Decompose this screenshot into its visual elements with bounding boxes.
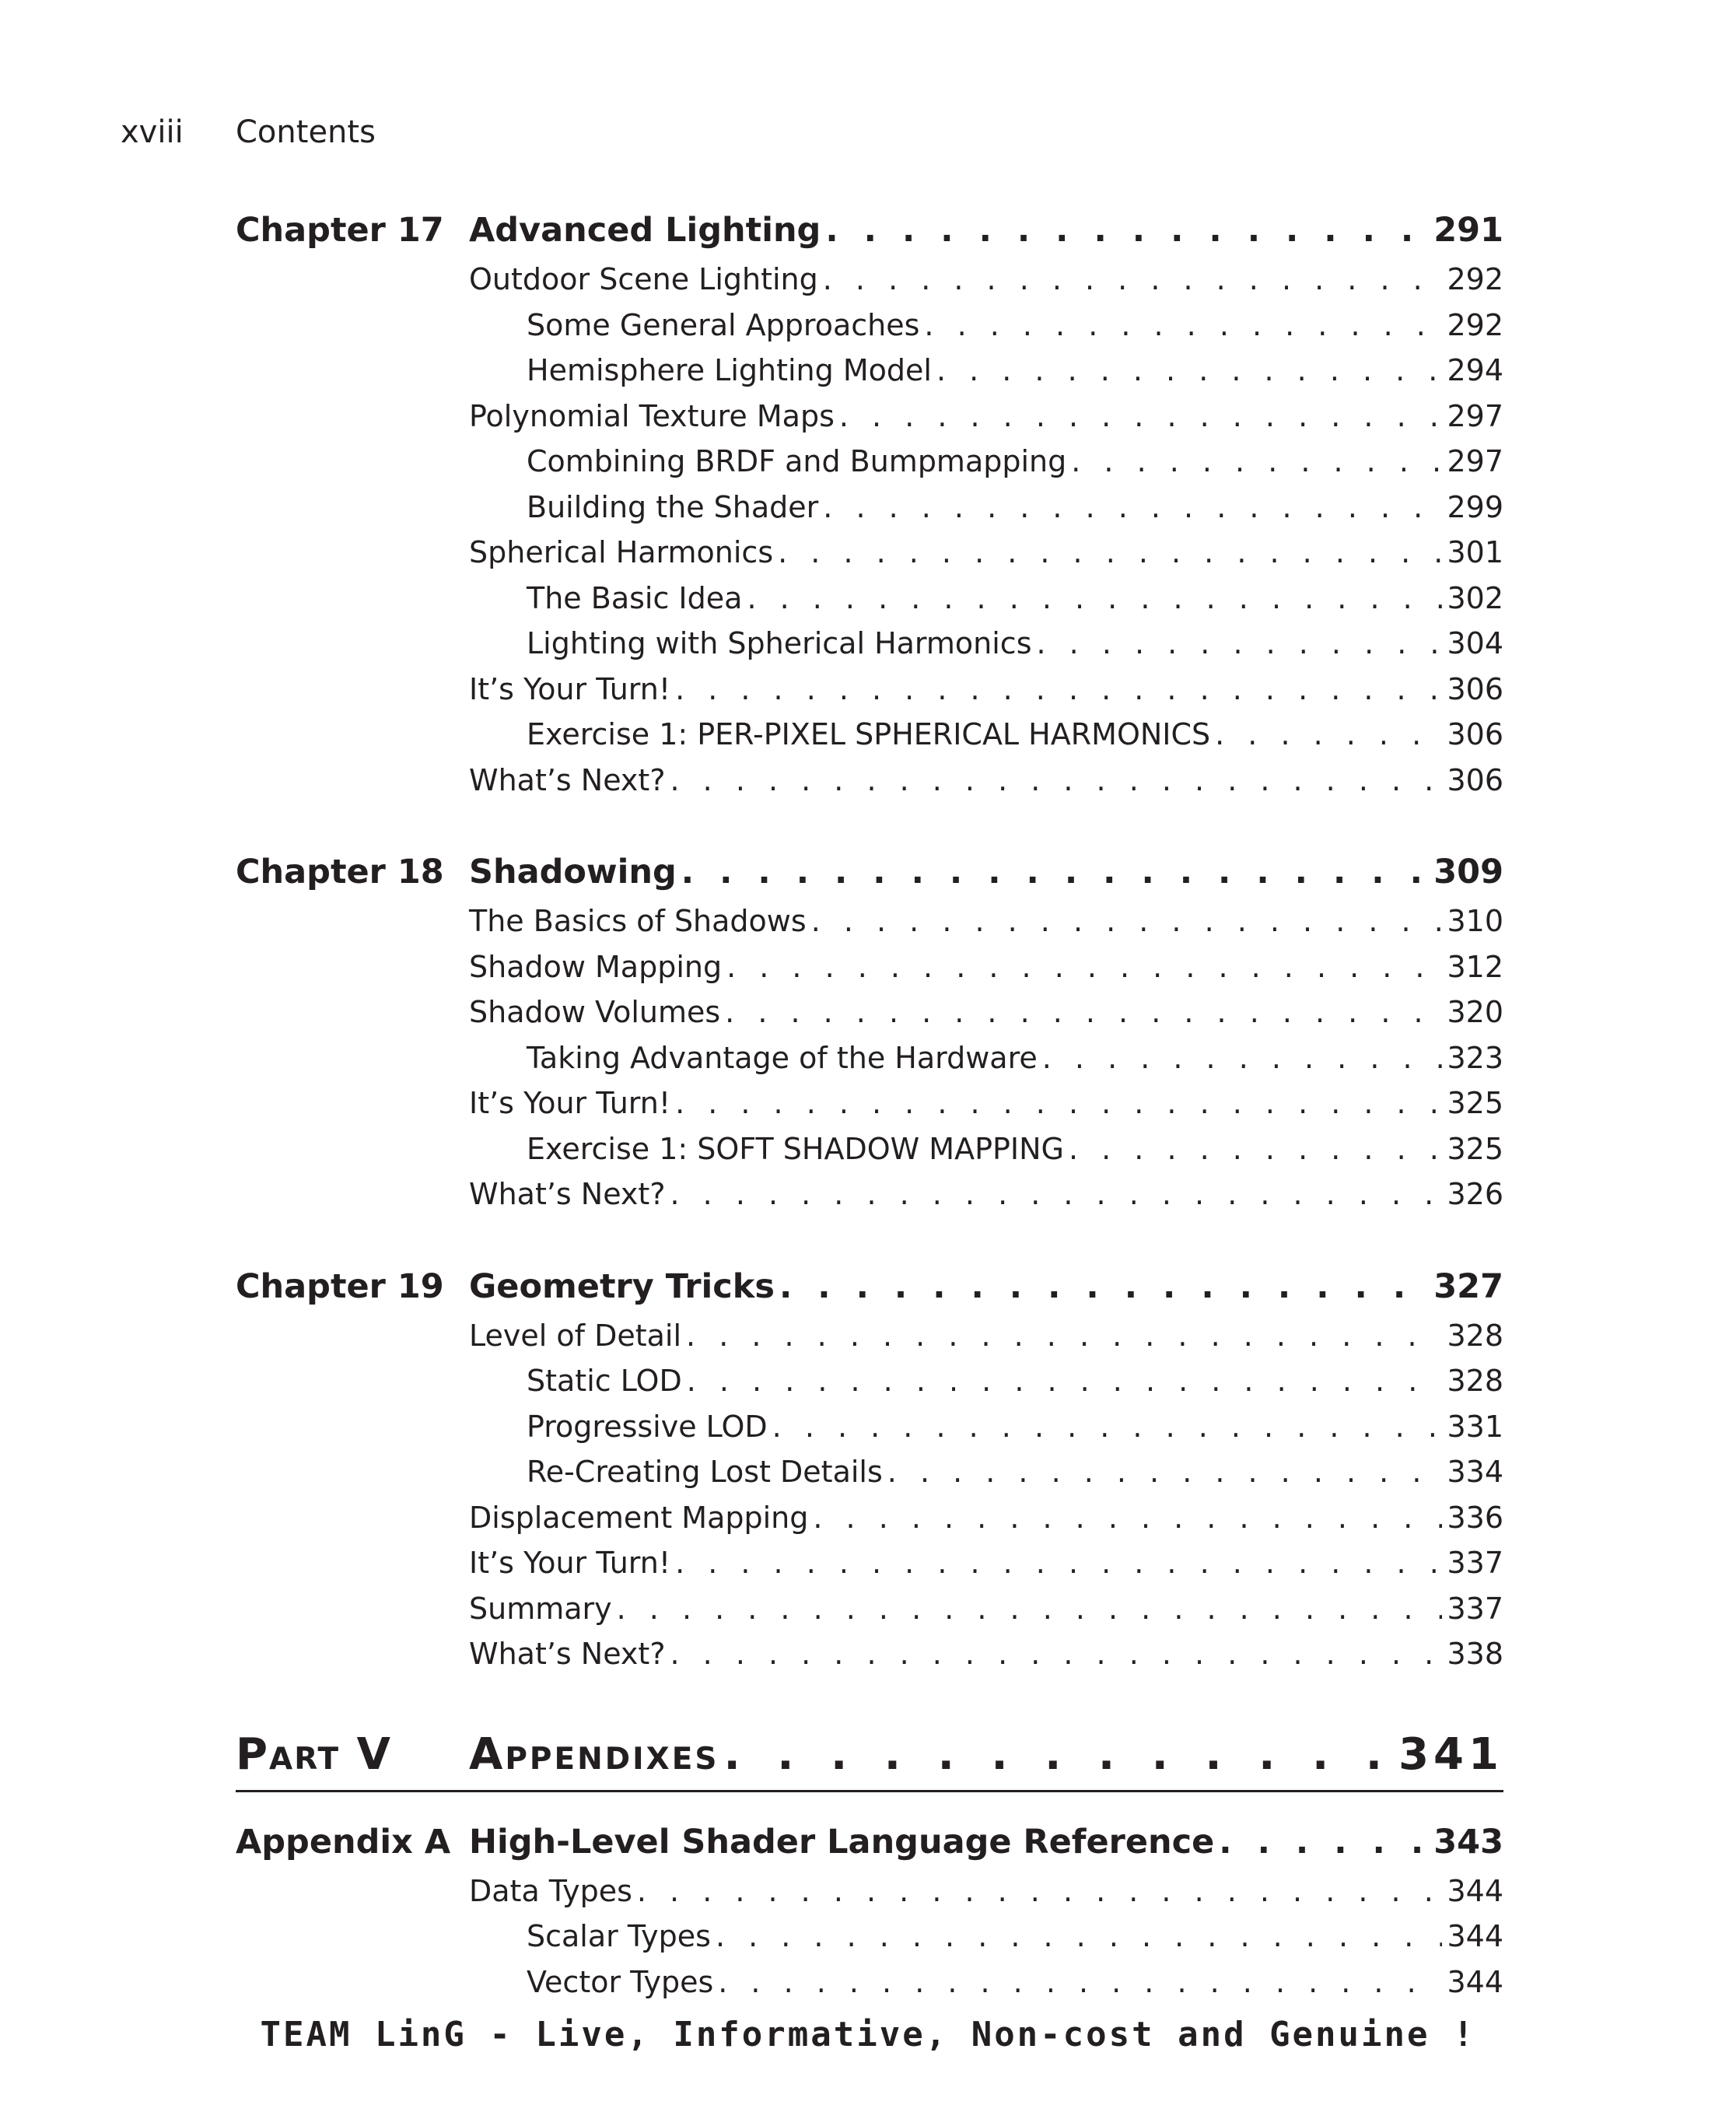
entry-title: What’s Next? bbox=[469, 762, 666, 797]
entry-page: 344 bbox=[1447, 1964, 1503, 1999]
toc-entry[interactable] bbox=[469, 1586, 1503, 1632]
part-page: 341 bbox=[1398, 1729, 1503, 1780]
entry-title: Data Types bbox=[469, 1873, 632, 1908]
chapter-label: Chapter 17 bbox=[236, 211, 444, 250]
leader-dots bbox=[924, 308, 1442, 342]
entry-page: 325 bbox=[1447, 1086, 1503, 1121]
entry-page: 344 bbox=[1447, 1919, 1503, 1954]
entry-title: Outdoor Scene Lighting bbox=[469, 262, 818, 297]
toc-subentry[interactable] bbox=[469, 1914, 1503, 1960]
toc-entry[interactable] bbox=[469, 1631, 1503, 1677]
toc-subentry[interactable] bbox=[469, 621, 1503, 667]
entry-title: Displacement Mapping bbox=[469, 1500, 809, 1535]
chapter-heading[interactable] bbox=[236, 1260, 1503, 1313]
toc-subentry[interactable] bbox=[469, 1035, 1503, 1081]
leader-dots bbox=[726, 950, 1442, 984]
entry-page: 337 bbox=[1447, 1591, 1503, 1626]
appendix-label: Appendix A bbox=[236, 1822, 451, 1862]
entry-page: 344 bbox=[1447, 1873, 1503, 1908]
part-title: Appendixes bbox=[469, 1729, 719, 1780]
entry-title: Exercise 1: PER-PIXEL SPHERICAL HARMONICS bbox=[527, 717, 1211, 752]
entry-page: 337 bbox=[1447, 1546, 1503, 1581]
running-title: Contents bbox=[236, 114, 376, 150]
leader-dots bbox=[779, 1267, 1429, 1306]
toc-entry[interactable] bbox=[469, 257, 1503, 303]
chapter-19 bbox=[236, 1260, 1503, 1677]
entry-page: 297 bbox=[1447, 398, 1503, 433]
toc-subentry[interactable] bbox=[469, 712, 1503, 758]
entry-title: Taking Advantage of the Hardware bbox=[527, 1040, 1038, 1075]
appendix-entries bbox=[469, 1869, 1503, 2005]
running-header bbox=[121, 110, 376, 154]
chapter-entries bbox=[469, 1313, 1503, 1677]
leader-dots bbox=[1037, 626, 1443, 660]
toc-entry[interactable] bbox=[469, 1172, 1503, 1217]
leader-dots bbox=[675, 1546, 1442, 1580]
entry-page: 331 bbox=[1447, 1409, 1503, 1444]
entry-title: Vector Types bbox=[527, 1964, 714, 1999]
leader-dots bbox=[723, 1729, 1394, 1780]
entry-page: 336 bbox=[1447, 1500, 1503, 1535]
leader-dots bbox=[825, 211, 1429, 250]
entry-title: The Basic Idea bbox=[527, 580, 743, 615]
leader-dots bbox=[686, 1319, 1442, 1353]
entry-title: Static LOD bbox=[527, 1364, 682, 1399]
leader-dots bbox=[718, 1965, 1442, 1999]
toc-subentry[interactable] bbox=[469, 576, 1503, 622]
chapter-17 bbox=[236, 204, 1503, 803]
entry-title: Some General Approaches bbox=[527, 307, 920, 342]
toc-entry[interactable] bbox=[469, 758, 1503, 804]
toc-subentry[interactable] bbox=[469, 1449, 1503, 1495]
chapter-page: 291 bbox=[1433, 211, 1503, 250]
toc-subentry[interactable] bbox=[469, 1358, 1503, 1404]
toc-entry[interactable] bbox=[469, 1081, 1503, 1126]
toc-entry[interactable] bbox=[469, 667, 1503, 713]
part-heading[interactable] bbox=[236, 1720, 1503, 1792]
table-of-contents bbox=[236, 204, 1503, 2047]
leader-dots bbox=[839, 399, 1443, 433]
entry-page: 312 bbox=[1447, 949, 1503, 984]
entry-page: 310 bbox=[1447, 904, 1503, 939]
toc-subentry[interactable] bbox=[469, 485, 1503, 531]
appendix-heading[interactable] bbox=[236, 1816, 1503, 1869]
leader-dots bbox=[1069, 1132, 1442, 1166]
leader-dots bbox=[811, 904, 1443, 938]
chapter-title: Geometry Tricks bbox=[469, 1266, 775, 1306]
entry-page: 326 bbox=[1447, 1177, 1503, 1212]
entry-page: 306 bbox=[1447, 717, 1503, 752]
entry-page: 338 bbox=[1447, 1637, 1503, 1672]
chapter-title: Shadowing bbox=[469, 853, 677, 891]
toc-entry[interactable] bbox=[469, 944, 1503, 990]
appendix-a bbox=[236, 1816, 1503, 2005]
entry-page: 292 bbox=[1447, 307, 1503, 342]
entry-page: 304 bbox=[1447, 626, 1503, 661]
entry-title: Progressive LOD bbox=[527, 1409, 768, 1444]
appendix-page: 343 bbox=[1433, 1822, 1503, 1862]
footer-watermark: TEAM LinG - Live, Informative, Non-cost and Genuine ! bbox=[260, 2015, 1476, 2054]
leader-dots bbox=[670, 1637, 1443, 1671]
leader-dots bbox=[670, 763, 1443, 797]
entry-page: 301 bbox=[1447, 535, 1503, 570]
entry-page: 334 bbox=[1447, 1455, 1503, 1490]
chapter-page: 327 bbox=[1433, 1266, 1503, 1306]
toc-entry[interactable] bbox=[469, 1495, 1503, 1541]
chapter-heading[interactable] bbox=[236, 846, 1503, 898]
toc-entry[interactable] bbox=[469, 1313, 1503, 1359]
chapter-label: Chapter 18 bbox=[236, 853, 444, 891]
leader-dots bbox=[1042, 1041, 1443, 1075]
toc-subentry[interactable] bbox=[469, 303, 1503, 348]
chapter-title: Advanced Lighting bbox=[469, 211, 821, 250]
part-label: Part V bbox=[236, 1729, 392, 1780]
toc-entry[interactable] bbox=[469, 530, 1503, 576]
toc-subentry[interactable] bbox=[469, 439, 1503, 485]
toc-subentry[interactable] bbox=[469, 1404, 1503, 1450]
toc-entry[interactable] bbox=[469, 1869, 1503, 1914]
entry-page: 328 bbox=[1447, 1364, 1503, 1399]
leader-dots bbox=[813, 1501, 1442, 1535]
entry-page: 294 bbox=[1447, 353, 1503, 388]
entry-title: Building the Shader bbox=[527, 489, 819, 524]
entry-title: The Basics of Shadows bbox=[469, 904, 807, 939]
entry-title: It’s Your Turn! bbox=[469, 1086, 671, 1121]
chapter-entries bbox=[469, 898, 1503, 1217]
entry-page: 328 bbox=[1447, 1318, 1503, 1353]
toc-subentry[interactable] bbox=[469, 348, 1503, 394]
page-number: xviii bbox=[121, 114, 184, 150]
entry-title: Combining BRDF and Bumpmapping bbox=[527, 444, 1067, 479]
entry-title: Hemisphere Lighting Model bbox=[527, 353, 932, 388]
chapter-page: 309 bbox=[1433, 853, 1503, 891]
leader-dots bbox=[716, 1919, 1443, 1953]
entry-title: What’s Next? bbox=[469, 1637, 666, 1672]
entry-page: 302 bbox=[1447, 580, 1503, 615]
entry-page: 306 bbox=[1447, 762, 1503, 797]
toc-entry[interactable] bbox=[469, 394, 1503, 440]
leader-dots bbox=[823, 262, 1443, 296]
leader-dots bbox=[675, 672, 1442, 706]
chapter-entries bbox=[469, 257, 1503, 803]
leader-dots bbox=[1071, 444, 1442, 478]
leader-dots bbox=[617, 1592, 1443, 1626]
entry-page: 320 bbox=[1447, 995, 1503, 1030]
entry-title: It’s Your Turn! bbox=[469, 671, 671, 706]
leader-dots bbox=[725, 995, 1442, 1029]
leader-dots bbox=[747, 581, 1442, 615]
entry-title: Summary bbox=[469, 1591, 612, 1626]
leader-dots bbox=[670, 1177, 1443, 1211]
entry-title: Re-Creating Lost Details bbox=[527, 1455, 883, 1490]
entry-page: 323 bbox=[1447, 1040, 1503, 1075]
entry-title: Exercise 1: SOFT SHADOW MAPPING bbox=[527, 1131, 1064, 1166]
leader-dots bbox=[687, 1364, 1443, 1398]
entry-page: 325 bbox=[1447, 1131, 1503, 1166]
toc-entry[interactable] bbox=[469, 989, 1503, 1035]
entry-page: 306 bbox=[1447, 671, 1503, 706]
leader-dots bbox=[887, 1455, 1443, 1489]
chapter-label: Chapter 19 bbox=[236, 1266, 444, 1306]
entry-title: Shadow Volumes bbox=[469, 995, 721, 1030]
chapter-heading[interactable] bbox=[236, 204, 1503, 257]
leader-dots bbox=[1215, 717, 1442, 751]
entry-page: 292 bbox=[1447, 262, 1503, 297]
leader-dots bbox=[681, 853, 1429, 891]
leader-dots bbox=[675, 1086, 1442, 1120]
leader-dots bbox=[637, 1874, 1443, 1908]
entry-title: Polynomial Texture Maps bbox=[469, 398, 835, 433]
entry-title: Shadow Mapping bbox=[469, 949, 723, 984]
entry-title: Scalar Types bbox=[527, 1919, 711, 1954]
appendix-title: High-Level Shader Language Reference bbox=[469, 1822, 1215, 1862]
entry-title: It’s Your Turn! bbox=[469, 1546, 671, 1581]
toc-entry[interactable] bbox=[469, 1540, 1503, 1586]
chapter-18 bbox=[236, 846, 1503, 1217]
leader-dots bbox=[772, 1410, 1443, 1444]
entry-page: 299 bbox=[1447, 489, 1503, 524]
toc-subentry[interactable] bbox=[469, 1960, 1503, 2005]
toc-entry[interactable] bbox=[469, 898, 1503, 944]
leader-dots bbox=[1219, 1823, 1429, 1862]
toc-subentry[interactable] bbox=[469, 1126, 1503, 1172]
entry-title: Lighting with Spherical Harmonics bbox=[527, 626, 1032, 661]
leader-dots bbox=[778, 535, 1442, 569]
leader-dots bbox=[823, 490, 1442, 524]
entry-page: 297 bbox=[1447, 444, 1503, 479]
entry-title: What’s Next? bbox=[469, 1177, 666, 1212]
entry-title: Spherical Harmonics bbox=[469, 535, 774, 570]
leader-dots bbox=[936, 353, 1443, 387]
entry-title: Level of Detail bbox=[469, 1318, 682, 1353]
